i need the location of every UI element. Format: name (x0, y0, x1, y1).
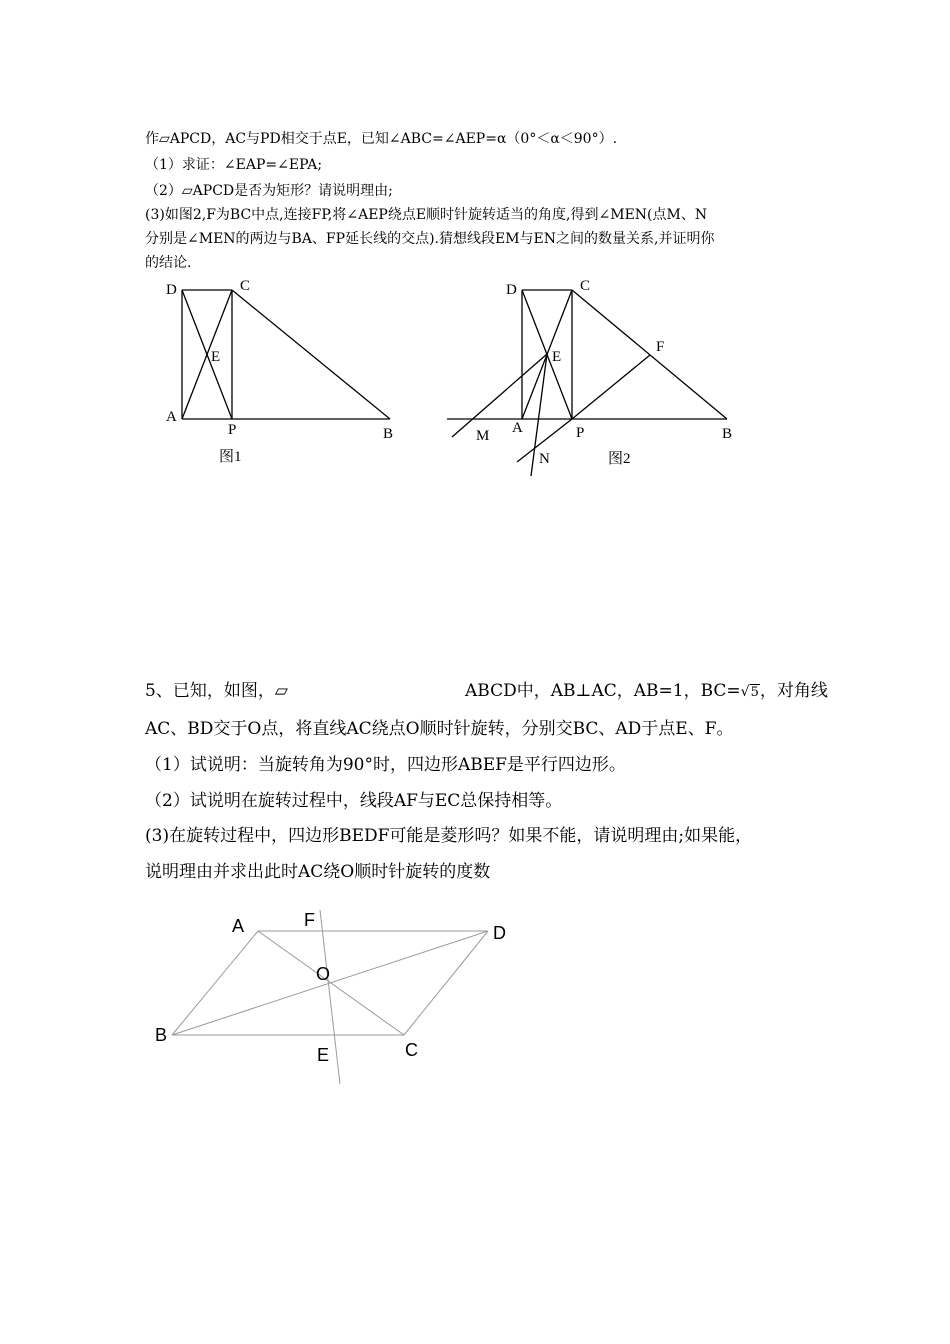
fig1-label-A: A (166, 409, 177, 425)
p5-q3-line1: (3)在旋转过程中，四边形BEDF可能是菱形吗？如果不能，请说明理由;如果能， (145, 826, 753, 846)
fig3-seg-AC (258, 931, 404, 1035)
figure-2 (440, 272, 750, 482)
fig1-label-P: P (228, 422, 237, 438)
fig3-label-D: D (493, 923, 506, 943)
fig3-label-E: E (317, 1045, 330, 1065)
fig3-seg-DC (404, 931, 488, 1035)
p5-q3-line2: 说明理由并求出此时AC绕O顺时针旋转的度数 (145, 862, 491, 882)
fig2-label-F: F (656, 339, 665, 355)
fig1-seg-CB (232, 290, 390, 419)
fig2-label-D: D (506, 282, 517, 298)
fig2-label-A: A (512, 420, 523, 436)
p4-q3-line2: 分别是∠MEN的两边与BA、FP延长线的交点).猜想线段EM与EN之间的数量关系,并证明你 (145, 231, 715, 247)
sqrt-symbol: √ (740, 684, 750, 700)
fig3-label-F: F (304, 910, 315, 930)
p4-q2: （2）▱APCD是否为矩形？请说明理由; (145, 183, 393, 199)
fig1-label-D: D (166, 282, 177, 298)
p5-line1-a: 5、已知，如图，▱ (145, 681, 288, 701)
p4-q3-line1: (3)如图2,F为BC中点,连接FP,将∠AEP绕点E顺时针旋转适当的角度,得到∠MEN(点M、N (145, 207, 708, 223)
p4-q3-line3: 的结论. (145, 255, 192, 271)
fig2-seg-PF (572, 355, 650, 419)
p4-intro: 作▱APCD，AC与PD相交于点E，已知∠ABC=∠AEP=α（0°＜α＜90°）. (145, 131, 618, 147)
fig1-label-C: C (240, 278, 251, 294)
fig2-label-C: C (580, 278, 591, 294)
figure-1 (150, 272, 410, 472)
fig1-label-B: B (383, 426, 394, 442)
fig2-label-E: E (552, 349, 562, 365)
p5-q1: （1）试说明：当旋转角为90°时，四边形ABEF是平行四边形。 (145, 755, 626, 775)
p5-line1-b: ABCD中，AB⊥AC，AB=1，BC= (465, 681, 741, 701)
p5-line2: AC、BD交于O点，将直线AC绕点O顺时针旋转，分别交BC、AD于点E、F。 (145, 719, 734, 739)
p5-q2: （2）试说明在旋转过程中，线段AF与EC总保持相等。 (145, 791, 563, 811)
fig2-label-P: P (576, 425, 585, 441)
fig1-label-E: E (211, 349, 221, 365)
fig2-label-B: B (722, 426, 733, 442)
figure-3 (145, 900, 525, 1090)
fig3-label-C: C (405, 1040, 418, 1060)
fig2-caption: 图2 (608, 451, 631, 467)
fig2-label-M: M (476, 428, 490, 444)
fig2-label-N: N (539, 451, 550, 467)
fig3-seg-AB (172, 931, 258, 1035)
p5-sqrt-value: 5 (750, 685, 759, 700)
p5-line1-c: ，对角线 (759, 681, 828, 701)
fig3-label-A: A (232, 916, 245, 936)
fig1-caption: 图1 (219, 449, 242, 465)
fig3-label-B: B (155, 1025, 168, 1045)
fig3-label-O: O (316, 964, 331, 984)
p4-q1: （1）求证：∠EAP=∠EPA; (145, 157, 323, 173)
fig2-seg-EM (452, 354, 547, 437)
p5-line1-rest (465, 676, 828, 701)
